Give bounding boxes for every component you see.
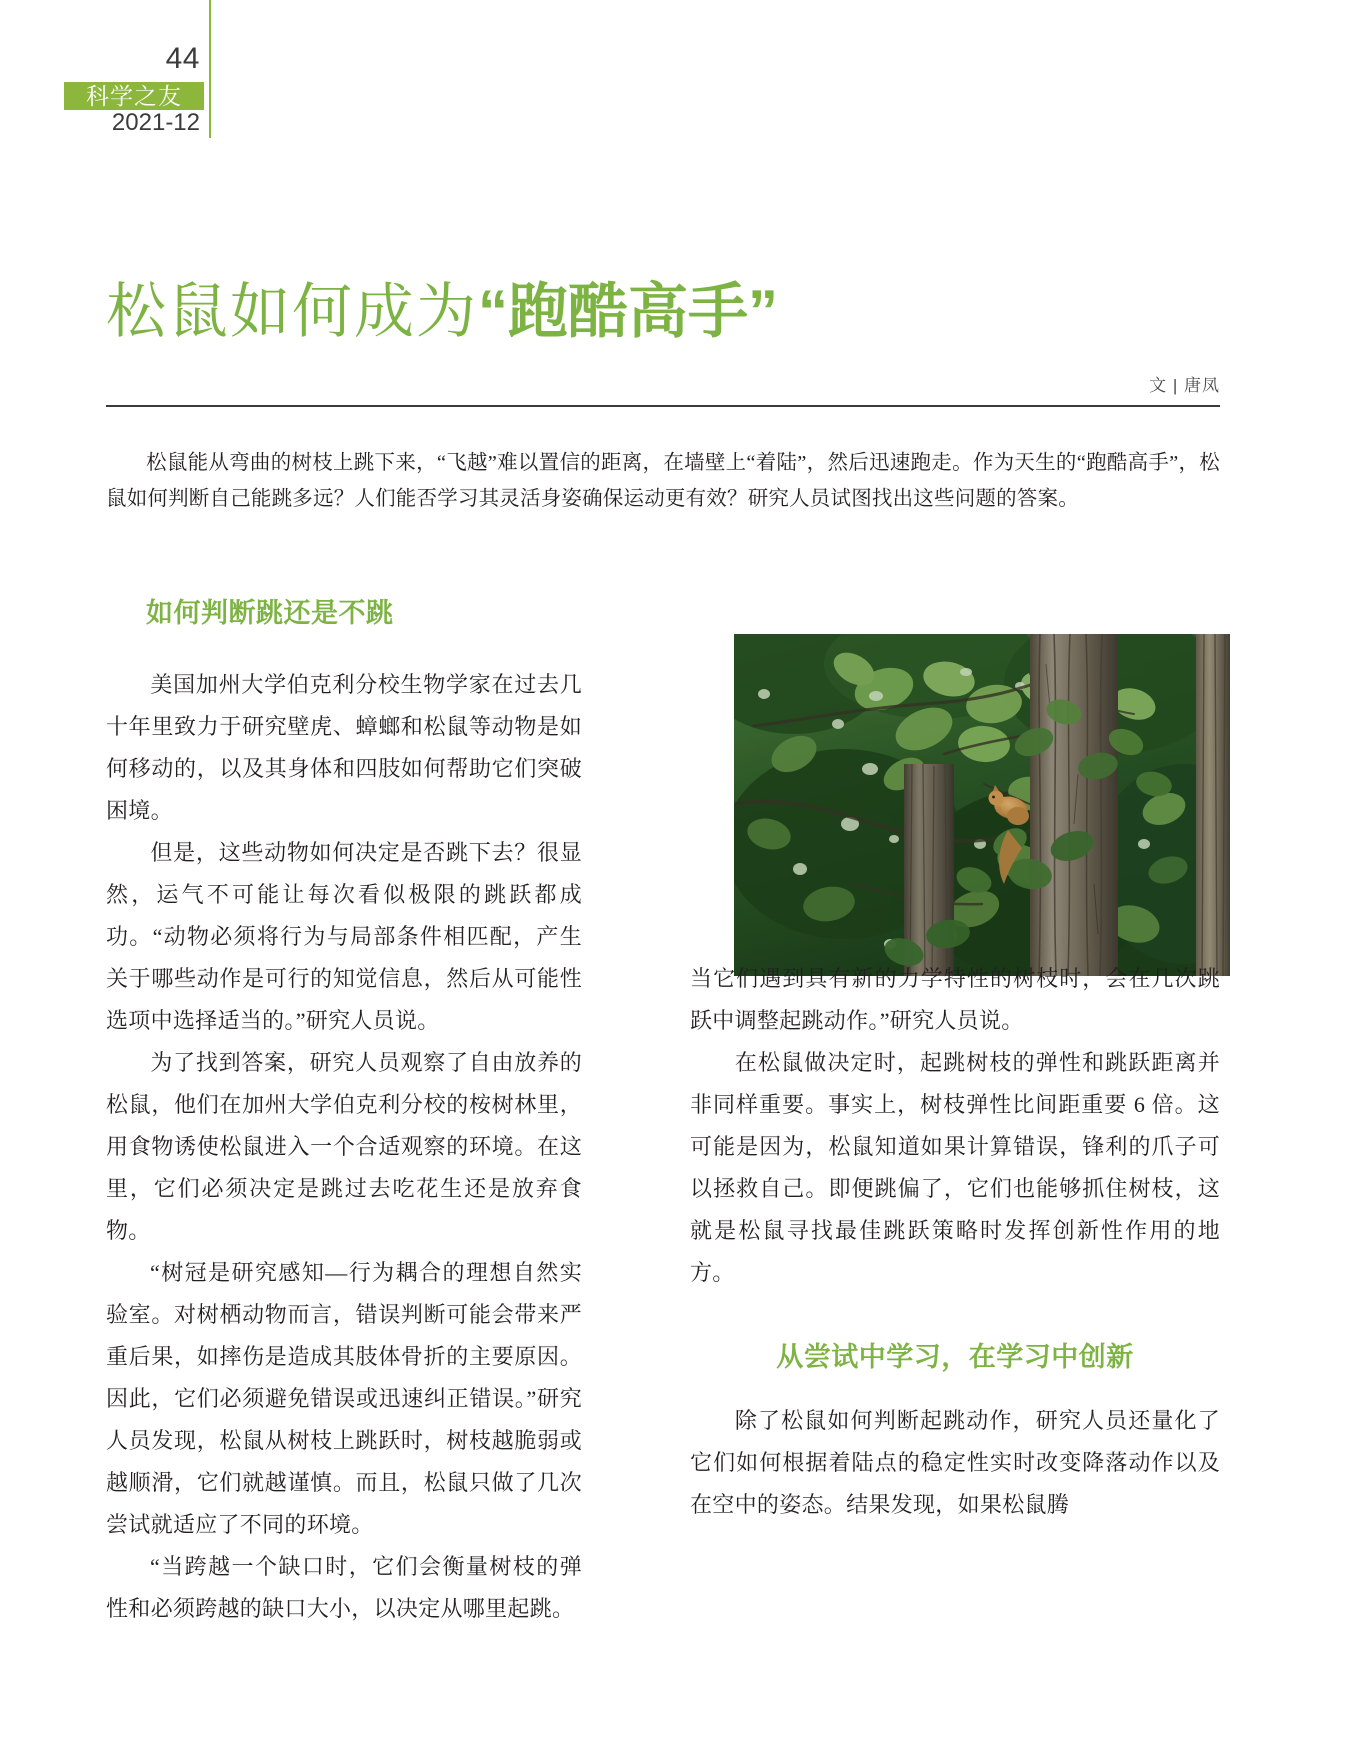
page-number: 44	[165, 42, 200, 75]
article-title	[106, 276, 1156, 348]
paragraph	[690, 958, 1220, 1042]
masthead-folio	[64, 0, 214, 150]
article-title-quoted: “跑酷高手”	[478, 278, 778, 346]
lede-paragraph	[106, 445, 1220, 517]
title-divider-rule	[106, 405, 1220, 407]
paragraph	[690, 1400, 1220, 1526]
paragraph-text: 美国加州大学伯克利分校生物学家在过去几十年里致力于研究壁虎、蟑螂和松鼠等动物是如何移动的，以及其身体和四肢如何帮助它们突破困境。	[106, 672, 582, 823]
paragraph	[106, 1546, 582, 1630]
left-column	[106, 596, 582, 1630]
lede-text: 松鼠能从弯曲的树枝上跳下来，“飞越”难以置信的距离，在墙壁上“着陆”，然后迅速跑走。作为天生的“跑酷高手”，松鼠如何判断自己能跳多远？人们能否学习其灵活身姿确保运动更有效？研究人员试图找出这些问题的答案。	[106, 451, 1220, 510]
paragraph-text: “树冠是研究感知—行为耦合的理想自然实验室。对树栖动物而言，错误判断可能会带来严重后果，如摔伤是造成其肢体骨折的主要原因。因此，它们必须避免错误或迅速纠正错误。”研究人员发现，松鼠从树枝上跳跃时，树枝越脆弱或越顺滑，它们就越谨慎。而且，松鼠只做了几次尝试就适应了不同的环境。	[106, 1260, 582, 1537]
paragraph	[106, 1042, 582, 1252]
photo-spacer	[690, 596, 1220, 958]
byline: 文 | 唐凤	[1149, 376, 1220, 395]
right-column	[690, 596, 1220, 1526]
article-title-plain: 松鼠如何成为	[106, 278, 478, 346]
masthead-vertical-rule	[209, 0, 211, 138]
paragraph	[106, 832, 582, 1042]
issue-date: 2021-12	[111, 109, 200, 136]
journal-name-badge: 科学之友	[64, 82, 204, 110]
paragraph	[106, 664, 582, 832]
paragraph-text: 在松鼠做决定时，起跳树枝的弹性和跳跃距离并非同样重要。事实上，树枝弹性比间距重要 6 倍。这可能是因为，松鼠知道如果计算错误，锋利的爪子可以拯救自己。即便跳偏了，它们也能够抓住树枝，这就是松鼠寻找最佳跳跃策略时发挥创新性作用的地方。	[690, 1050, 1220, 1285]
paragraph-text: 但是，这些动物如何决定是否跳下去？很显然，运气不可能让每次看似极限的跳跃都成功。“动物必须将行为与局部条件相匹配，产生关于哪些动作是可行的知觉信息，然后从可能性选项中选择适当的。”研究人员说。	[106, 840, 582, 1033]
paragraph-text: 除了松鼠如何判断起跳动作，研究人员还量化了它们如何根据着陆点的稳定性实时改变降落动作以及在空中的姿态。结果发现，如果松鼠腾	[690, 1408, 1220, 1517]
section-heading-1: 如何判断跳还是不跳	[146, 598, 394, 628]
paragraph	[690, 1042, 1220, 1294]
section-heading-2: 从尝试中学习，在学习中创新	[776, 1342, 1134, 1372]
paragraph-text: “当跨越一个缺口时，它们会衡量树枝的弹性和必须跨越的缺口大小，以决定从哪里起跳。	[106, 1554, 582, 1621]
paragraph-text: 当它们遇到具有新的力学特性的树枝时，会在几次跳跃中调整起跳动作。”研究人员说。	[690, 966, 1220, 1033]
paragraph	[106, 1252, 582, 1546]
paragraph-text: 为了找到答案，研究人员观察了自由放养的松鼠，他们在加州大学伯克利分校的桉树林里，用食物诱使松鼠进入一个合适观察的环境。在这里，它们必须决定是跳过去吃花生还是放弃食物。	[106, 1050, 582, 1243]
